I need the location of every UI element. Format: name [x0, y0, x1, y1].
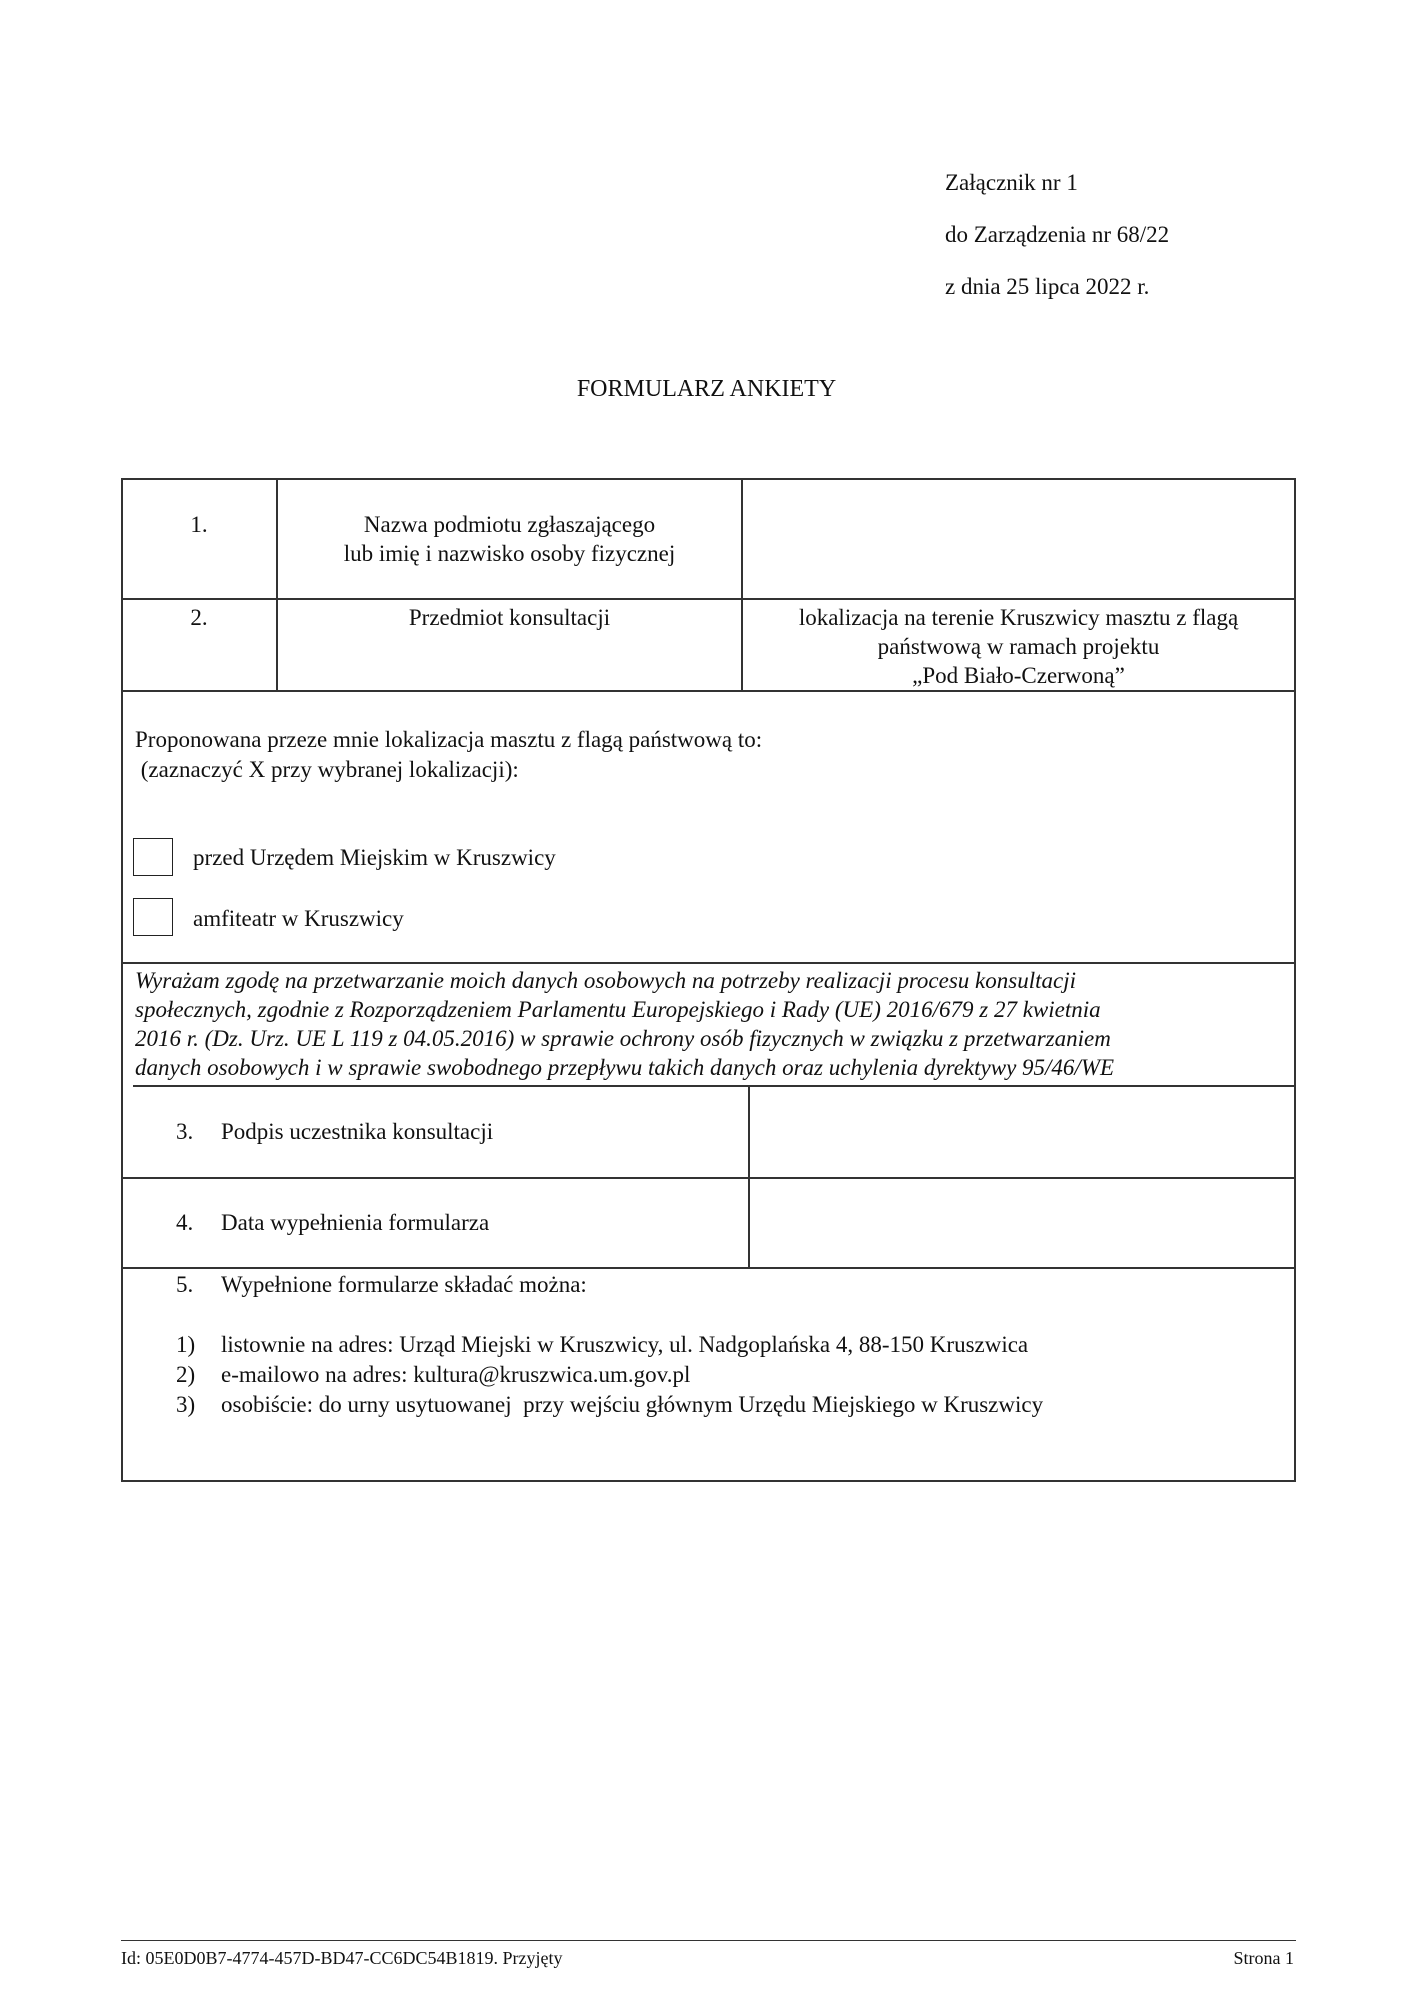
row-number: 3. — [176, 1119, 194, 1144]
checkbox-town-hall[interactable] — [133, 838, 173, 876]
footer-rule — [121, 1940, 1296, 1941]
page-number: Strona 1 — [1233, 1948, 1294, 1968]
submission-option-mail: listownie na adres: Urząd Miejski w Kruszwicy, ul. Nadgoplańska 4, 88-150 Kruszwica — [221, 1332, 1029, 1357]
date-label: Data wypełnienia formularza — [221, 1210, 490, 1235]
annex-date: z dnia 25 lipca 2022 r. — [945, 274, 1150, 299]
row-divider — [121, 690, 1296, 692]
option-amphitheatre-label: amfiteatr w Kruszwicy — [193, 906, 404, 931]
consent-line3: 2016 r. (Dz. Urz. UE L 119 z 04.05.2016) w sprawie ochrony osób fizycznych w związku z przetwarzaniem — [135, 1026, 1111, 1051]
table-border-top — [121, 478, 1296, 480]
consent-line1: Wyrażam zgodę na przetwarzanie moich danych osobowych na potrzeby realizacji procesu konsultacji — [135, 968, 1076, 993]
consent-line2: społecznych, zgodnie z Rozporządzeniem Parlamentu Europejskiego i Rady (UE) 2016/679 z 27 kwietnia — [135, 997, 1101, 1022]
location-prompt-line1: Proponowana przeze mnie lokalizacja masztu z flagą państwową to: — [135, 727, 763, 752]
submission-label: Wypełnione formularze składać można: — [221, 1272, 587, 1297]
row-divider — [121, 962, 1296, 964]
document-id: Id: 05E0D0B7-4774-457D-BD47-CC6DC54B1819. Przyjęty — [121, 1948, 563, 1968]
row-divider — [121, 1177, 1296, 1179]
row-number: 2. — [190, 605, 208, 630]
applicant-label-line2: lub imię i nazwisko osoby fizycznej — [343, 541, 676, 566]
list-number: 3) — [176, 1392, 196, 1417]
applicant-label-line1: Nazwa podmiotu zgłaszającego — [363, 512, 656, 537]
submission-option-in-person: osobiście: do urny usytuowanej przy wejściu głównym Urzędu Miejskiego w Kruszwicy — [221, 1392, 1044, 1417]
subject-value-line2: państwową w ramach projektu — [877, 634, 1160, 659]
signature-field[interactable] — [755, 1095, 1285, 1170]
annex-ordinance: do Zarządzenia nr 68/22 — [945, 222, 1170, 247]
list-number: 2) — [176, 1362, 196, 1387]
row-divider — [121, 1267, 1296, 1269]
signature-label: Podpis uczestnika konsultacji — [221, 1119, 494, 1144]
row-number: 5. — [176, 1272, 194, 1297]
row-divider — [133, 1085, 1296, 1087]
subject-value-line3: „Pod Biało-Czerwoną” — [912, 663, 1125, 688]
table-border-bottom — [121, 1480, 1296, 1482]
row-divider — [121, 598, 1296, 600]
applicant-name-field[interactable] — [750, 510, 1285, 590]
date-field[interactable] — [755, 1186, 1285, 1261]
location-prompt-line2: (zaznaczyć X przy wybranej lokalizacji): — [135, 757, 519, 782]
checkbox-amphitheatre[interactable] — [133, 898, 173, 936]
subject-label: Przedmiot konsultacji — [408, 605, 611, 630]
column-divider — [748, 1085, 750, 1268]
list-number: 1) — [176, 1332, 196, 1357]
annex-number: Załącznik nr 1 — [945, 170, 1078, 195]
row-number: 1. — [190, 512, 208, 537]
consent-line4: danych osobowych i w sprawie swobodnego przepływu takich danych oraz uchylenia dyrektywy 95/46/WE — [135, 1055, 1115, 1080]
form-title: FORMULARZ ANKIETY — [576, 376, 837, 402]
row-number: 4. — [176, 1210, 194, 1235]
submission-option-email: e-mailowo na adres: kultura@kruszwica.um.gov.pl — [221, 1362, 691, 1387]
option-town-hall-label: przed Urzędem Miejskim w Kruszwicy — [193, 845, 556, 870]
table-border-right — [1294, 478, 1296, 1481]
subject-value-line1: lokalizacja na terenie Kruszwicy masztu z flagą — [798, 605, 1239, 630]
